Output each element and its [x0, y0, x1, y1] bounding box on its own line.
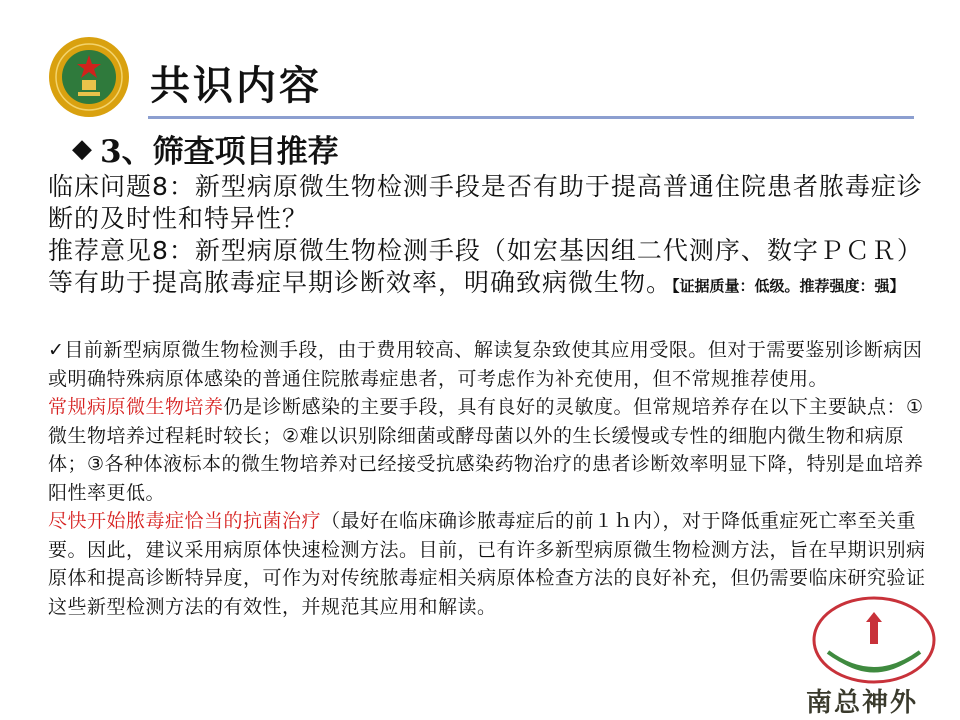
section-heading-text: 3、筛查项目推荐: [100, 134, 339, 170]
check-mark-icon: ✓: [48, 339, 65, 361]
qa-block: [48, 171, 928, 302]
paragraph-2: [48, 393, 928, 507]
watermark-text: 南总神外: [806, 688, 919, 718]
paragraph-3-highlight: 尽快开始脓毒症恰当的抗菌治疗: [48, 510, 322, 532]
paragraph-1: [48, 336, 928, 393]
recommendation: [48, 235, 928, 302]
diamond-bullet-icon: ◆: [72, 133, 92, 164]
recommendation-text: 推荐意见8：新型病原微生物检测手段（如宏基因组二代测序、数字ＰＣＲ）等有助于提高脓毒症早期诊断效率，明确致病微生物。: [48, 236, 923, 297]
paragraph-2-text: 仍是诊断感染的主要手段，具有良好的灵敏度。但常规培养存在以下主要缺点：①微生物培养过程耗时较长；②难以识别除细菌或酵母菌以外的生长缓慢或专性的细胞内微生物和病原体；③各种体液标本的微生物培养对已经接受抗感染药物治疗的患者诊断效率明显下降，特别是血培养阳性率更低。: [48, 396, 924, 504]
paragraph-2-highlight: 常规病原微生物培养: [48, 396, 224, 418]
title-divider: [148, 116, 914, 119]
watermark-seal-icon: [800, 594, 940, 684]
page-title: 共识内容: [150, 62, 322, 109]
body-text: [48, 336, 928, 621]
paragraph-3: [48, 507, 928, 621]
section-heading: [72, 126, 339, 171]
evidence-grade: 【证据质量：低级。推荐强度：强】: [672, 277, 905, 295]
clinical-question: 临床问题8：新型病原微生物检测手段是否有助于提高普通住院患者脓毒症诊断的及时性和特异性？: [48, 172, 923, 233]
paragraph-1-text: 目前新型病原微生物检测手段，由于费用较高、解读复杂致使其应用受限。但对于需要鉴别诊断病因或明确特殊病原体感染的普通住院脓毒症患者，可考虑作为补充使用，但不常规推荐使用。: [48, 339, 923, 390]
paragraph-3-text: （最好在临床确诊脓毒症后的前１ｈ内），对于降低重症死亡率至关重要。因此，建议采用病原体快速检测方法。目前，已有许多新型病原微生物检测方法，旨在早期识别病原体和提高诊断特异度，可作为对传统脓毒症相关病原体检查方法的良好补充，但仍需要临床研究验证这些新型检测方法的有效性，并规范其应用和解读。: [48, 510, 926, 618]
hospital-logo-icon: [48, 36, 130, 118]
